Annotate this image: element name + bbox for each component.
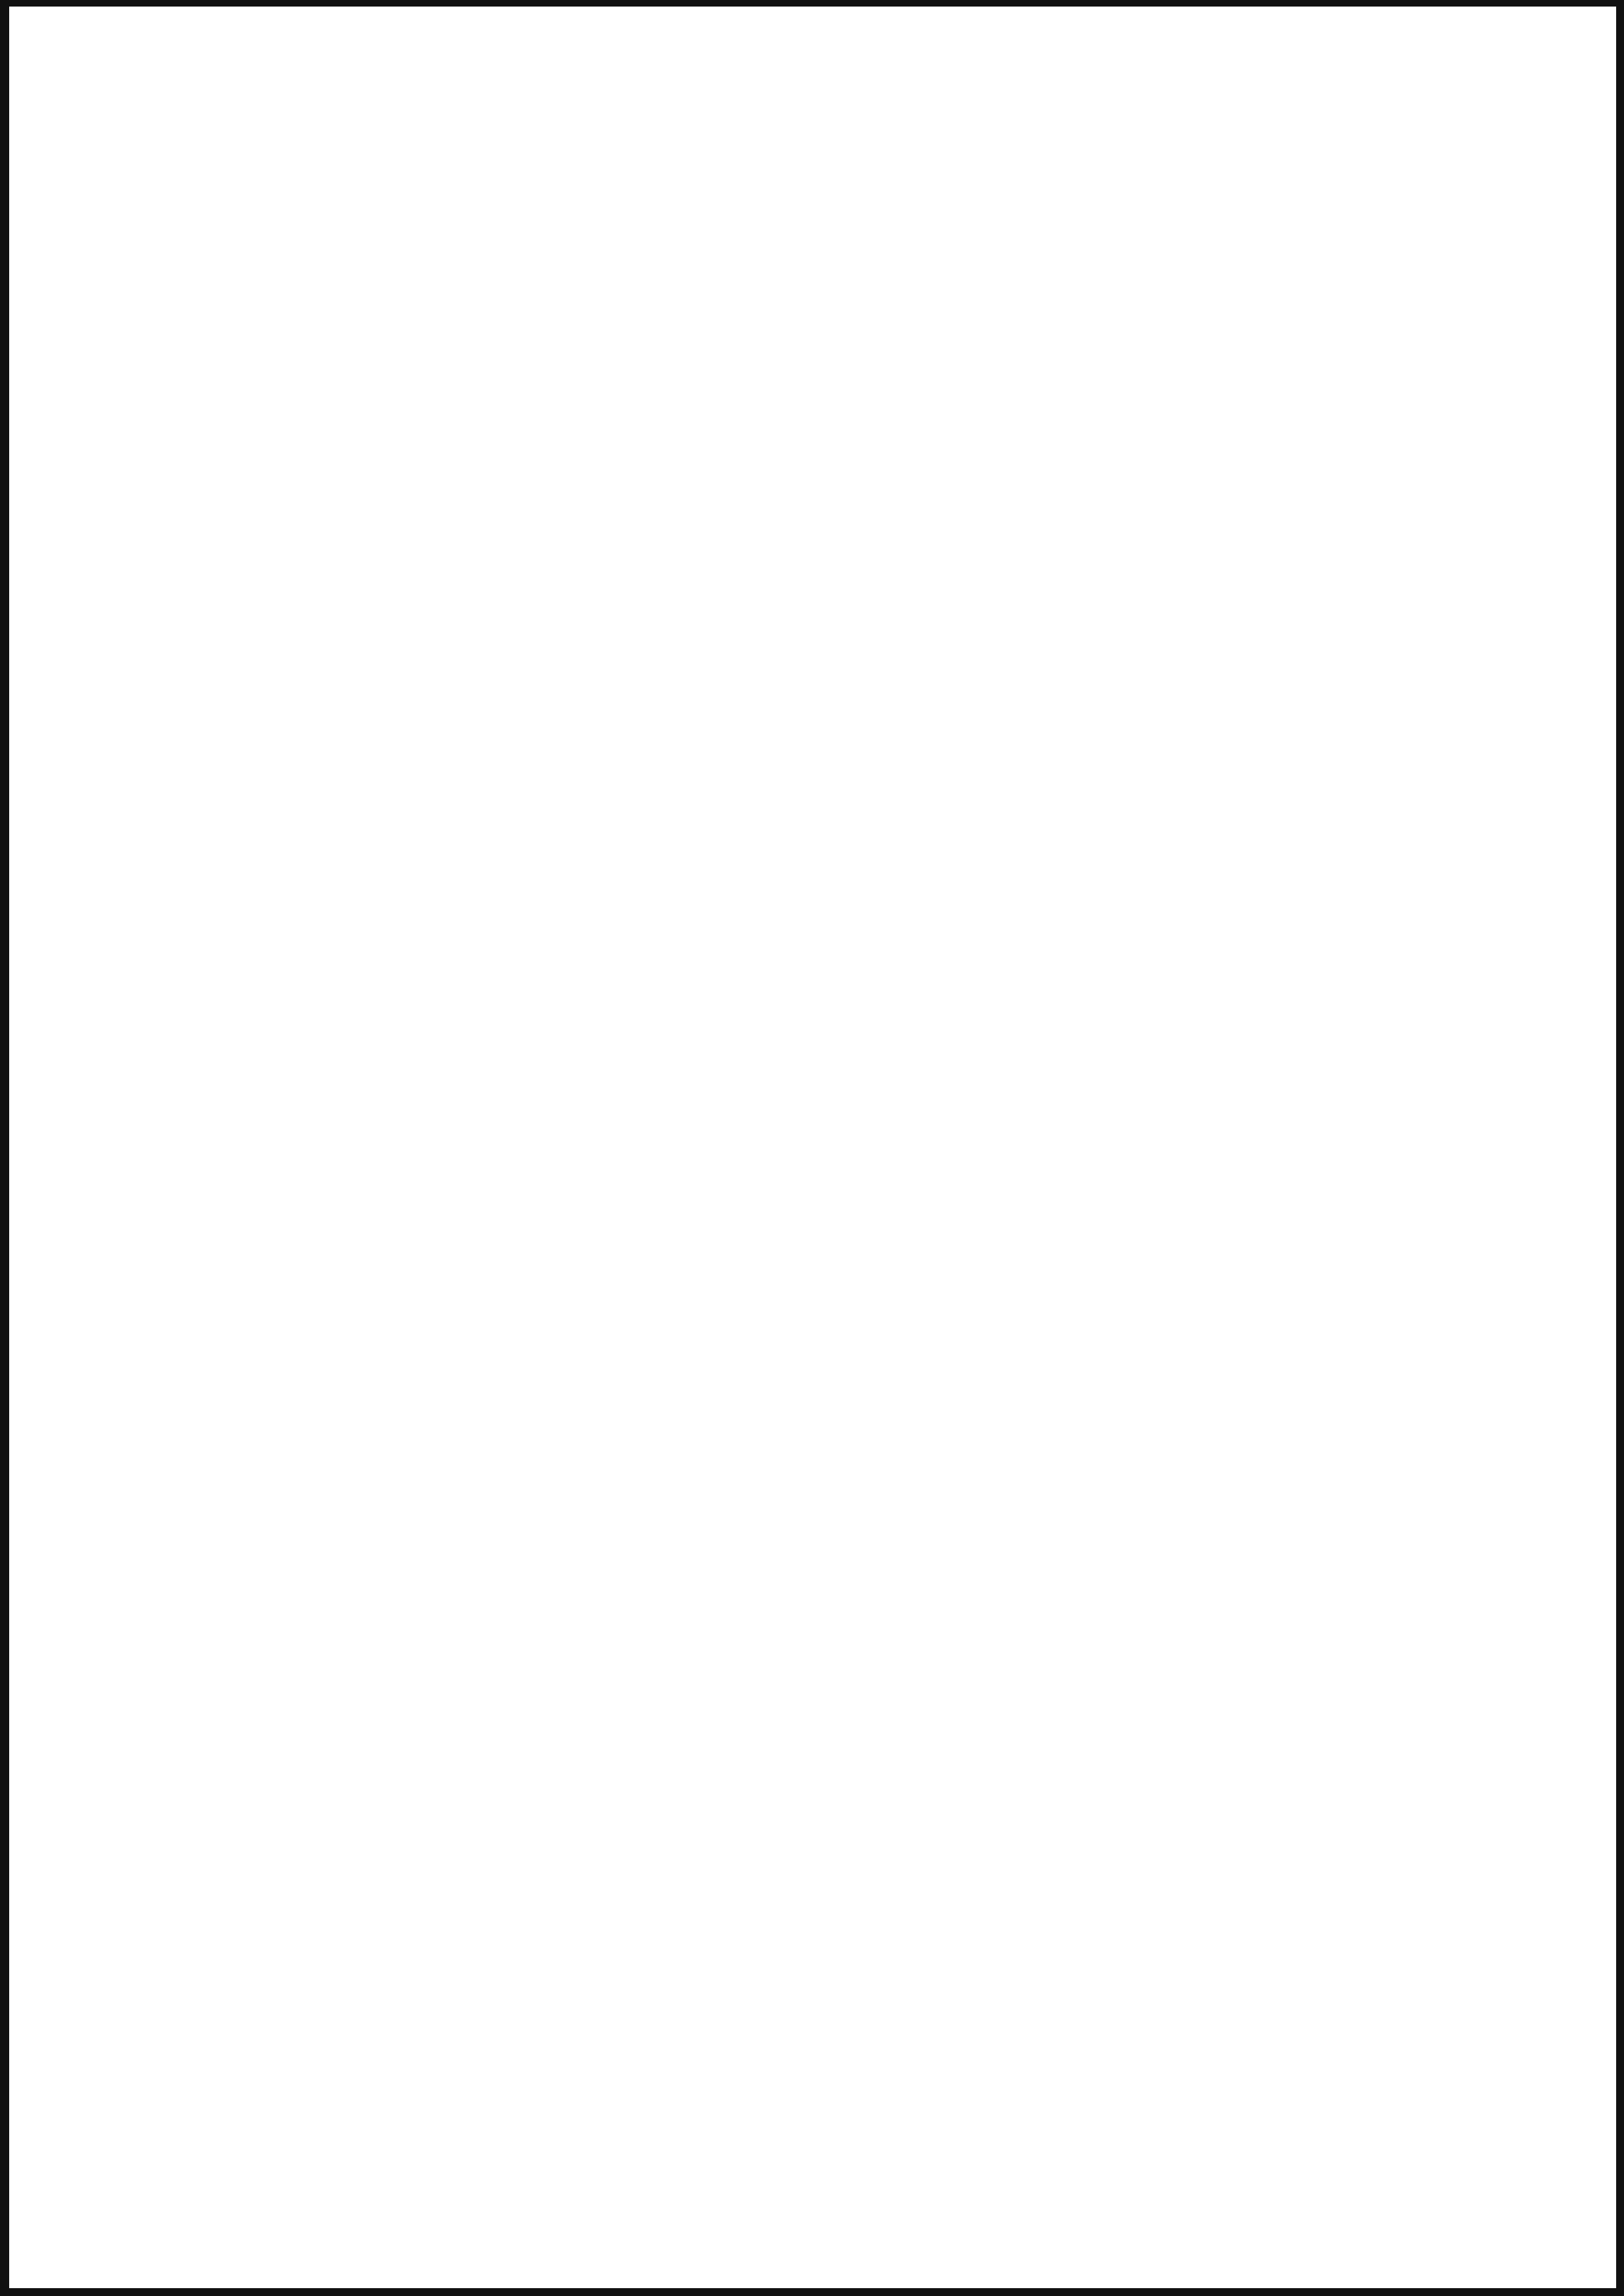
sample-factor-chart [9, 7, 1624, 2296]
